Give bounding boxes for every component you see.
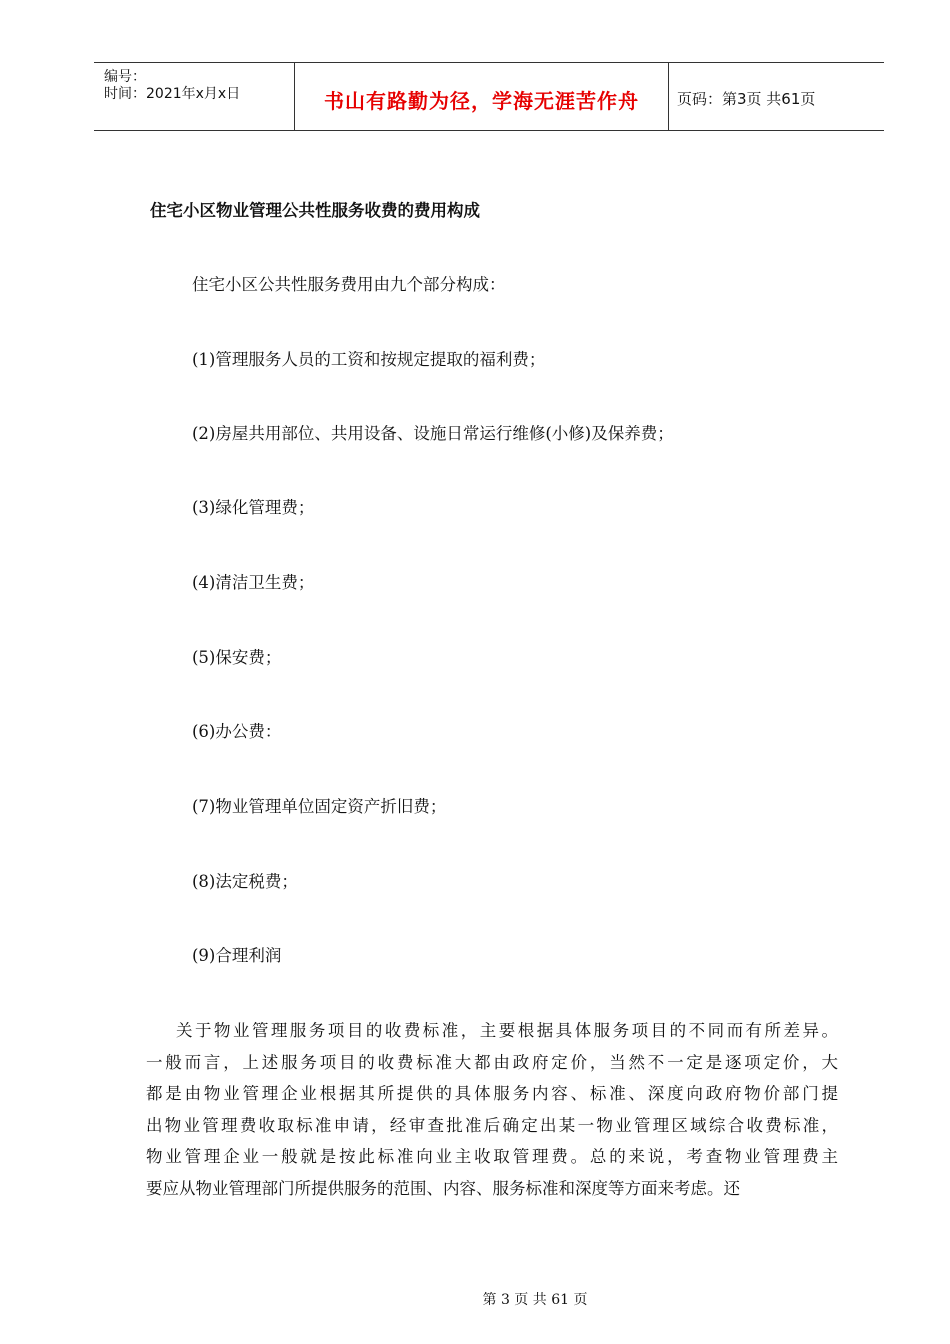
document-time-label: 时间：2021年x月x日 — [104, 86, 241, 102]
list-item: (7)物业管理单位固定资产折旧费； — [192, 797, 447, 816]
page-header — [94, 62, 884, 131]
body-paragraph — [146, 1015, 838, 1204]
paragraph-line: 关于物业管理服务项目的收费标准，主要根据具体服务项目的不同而有所差异。 — [176, 1021, 838, 1040]
list-item: (4)清洁卫生费； — [192, 573, 315, 592]
header-page-number: 页码：第3页 共61页 — [677, 90, 816, 108]
intro-line: 住宅小区公共性服务费用由九个部分构成： — [192, 275, 506, 294]
list-item: (1)管理服务人员的工资和按规定提取的福利费； — [192, 350, 546, 369]
list-item: (3)绿化管理费； — [192, 498, 315, 517]
list-item: (6)办公费： — [192, 722, 282, 741]
paragraph-line: 物业管理企业一般就是按此标准向业主收取管理费。总的来说，考查物业管理费主 — [146, 1147, 838, 1166]
header-motto-cell — [294, 63, 669, 130]
list-item: (9)合理利润 — [192, 946, 282, 965]
list-item: (5)保安费； — [192, 648, 282, 667]
paragraph-line: 一般而言，上述服务项目的收费标准大都由政府定价，当然不一定是逐项定价，大 — [146, 1052, 838, 1072]
header-page-cell — [668, 63, 884, 130]
header-motto: 书山有路勤为径，学海无涯苦作舟 — [324, 89, 639, 113]
page-footer: 第 3 页 共 61 页 — [482, 1292, 588, 1308]
list-item: (2)房屋共用部位、共用设备、设施日常运行维修(小修)及保养费； — [192, 424, 674, 443]
paragraph-line: 都是由物业管理企业根据其所提供的具体服务内容、标准、深度向政府物价部门提 — [146, 1084, 838, 1103]
header-meta — [94, 63, 294, 130]
document-number-label: 编号： — [104, 69, 146, 85]
list-item: (8)法定税费； — [192, 872, 298, 891]
paragraph-line: 出物业管理费收取标准申请，经审查批准后确定出某一物业管理区域综合收费标准， — [146, 1115, 838, 1135]
paragraph-line: 要应从物业管理部门所提供服务的范围、内容、服务标准和深度等方面来考虑。还 — [146, 1178, 740, 1198]
section-title: 住宅小区物业管理公共性服务收费的费用构成 — [150, 201, 480, 220]
